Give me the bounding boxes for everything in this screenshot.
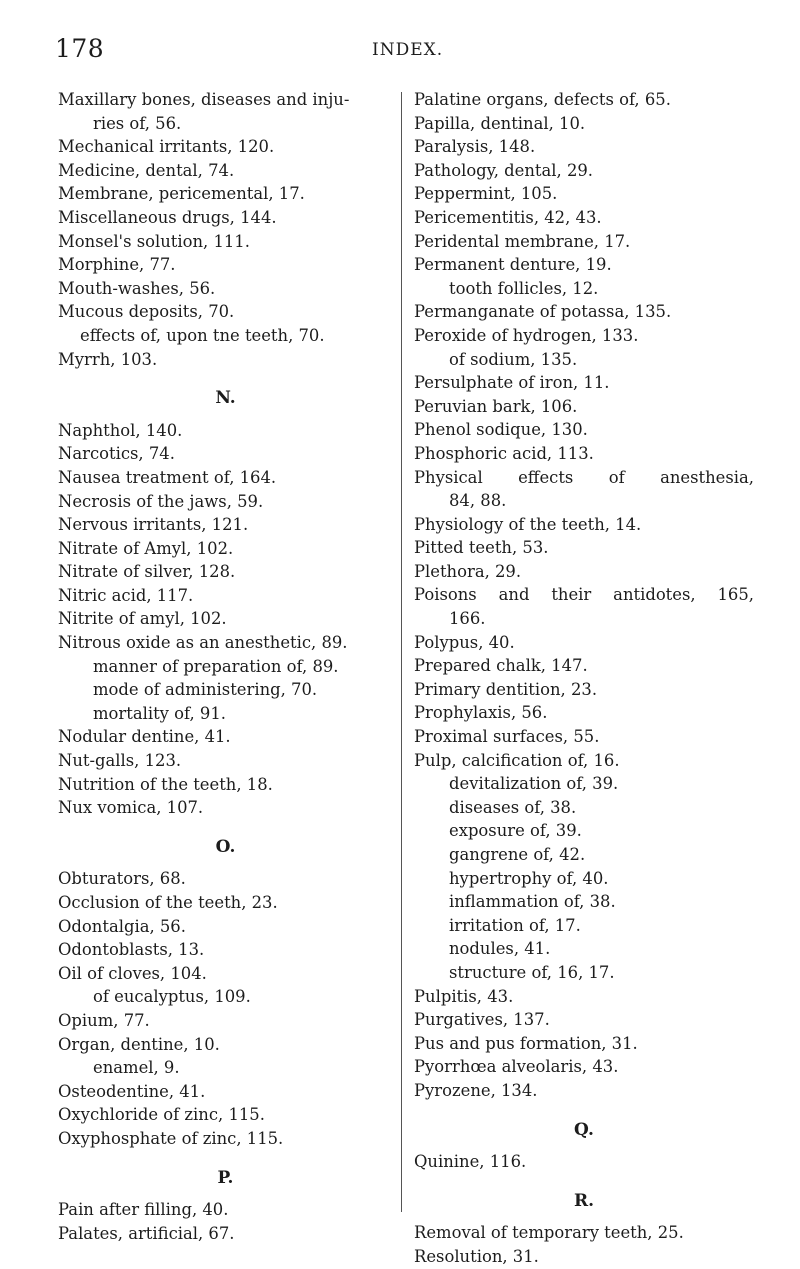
index-entry: Odontoblasts, 13. (58, 940, 205, 960)
index-entry: Phosphoric acid, 113. (414, 443, 594, 463)
index-entry: Permanent denture, 19. (414, 255, 612, 275)
index-entry: Peroxide of hydrogen, 133. (414, 325, 639, 345)
index-subentry: of sodium, 135. (449, 349, 578, 369)
index-subentry: manner of preparation of, 89. (93, 656, 339, 676)
index-entry: Membrane, pericemental, 17. (58, 184, 305, 204)
index-entry: Miscellaneous drugs, 144. (58, 207, 277, 227)
index-subentry: irritation of, 17. (449, 915, 581, 935)
index-entry: Peppermint, 105. (414, 184, 558, 204)
index-subentry: 166. (449, 609, 486, 629)
index-entry: Oxychloride of zinc, 115. (58, 1105, 265, 1125)
index-entry: Maxillary bones, diseases and inju- (58, 90, 350, 109)
index-entry: Proximal surfaces, 55. (414, 727, 600, 747)
index-entry: Pyrozene, 134. (414, 1080, 538, 1100)
index-subentry: mortality of, 91. (93, 703, 226, 723)
index-entry: Primary dentition, 23. (414, 679, 598, 699)
index-entry: Phenol sodique, 130. (414, 420, 588, 440)
index-entry: Necrosis of the jaws, 59. (58, 491, 264, 511)
index-subentry: 84, 88. (449, 491, 507, 511)
index-entry: Naphthol, 140. (58, 420, 183, 440)
index-entry: Medicine, dental, 74. (58, 160, 235, 180)
index-entry: Palatine organs, defects of, 65. (414, 90, 671, 109)
index-entry: Obturators, 68. (58, 869, 186, 889)
index-entry: Monsel's solution, 111. (58, 231, 250, 251)
index-entry: Oil of cloves, 104. (58, 963, 207, 983)
index-entry: Nut-galls, 123. (58, 751, 182, 771)
index-entry: Oxyphosphate of zinc, 115. (58, 1128, 284, 1148)
index-entry: Nitric acid, 117. (58, 585, 194, 605)
index-entry: Nausea treatment of, 164. (58, 467, 277, 487)
index-entry: Paralysis, 148. (414, 137, 536, 157)
index-entry: Nutrition of the teeth, 18. (58, 774, 273, 794)
index-subentry: tooth follicles, 12. (449, 278, 599, 298)
index-entry: Mucous deposits, 70. (58, 302, 235, 322)
index-entry: Pus and pus formation, 31. (414, 1033, 638, 1053)
index-entry: Resolution, 31. (414, 1246, 539, 1266)
index-entry: Purgatives, 137. (414, 1010, 550, 1030)
index-entry: Plethora, 29. (414, 561, 522, 581)
index-entry: Removal of temporary teeth, 25. (414, 1223, 684, 1243)
index-entry: Pulp, calcification of, 16. (414, 750, 620, 770)
index-entry: Prophylaxis, 56. (414, 703, 548, 723)
index-letter-heading: Q. (574, 1119, 594, 1140)
index-letter-heading: N. (215, 388, 236, 409)
index-entry: Narcotics, 74. (58, 444, 175, 464)
index-subentry: gangrene of, 42. (449, 845, 586, 864)
index-entry: Palates, artificial, 67. (58, 1223, 235, 1243)
index-entry: Morphine, 77. (58, 255, 176, 275)
index-subentry: effects of, upon tne teeth, 70. (80, 325, 325, 345)
index-entry: Nervous irritants, 121. (58, 515, 249, 535)
index-entry: Myrrh, 103. (58, 349, 158, 369)
index-subentry: hypertrophy of, 40. (449, 868, 609, 888)
index-entry: Nitrous oxide as an anesthetic, 89. (58, 633, 348, 653)
index-entry: Peridental membrane, 17. (414, 231, 631, 251)
index-subentry: nodules, 41. (449, 939, 551, 959)
index-column-right (414, 88, 754, 1269)
index-entry: Opium, 77. (58, 1010, 150, 1030)
index-subentry: inflammation of, 38. (449, 892, 616, 912)
index-entry: Odontalgia, 56. (58, 916, 186, 936)
column-divider (401, 92, 402, 1212)
index-entry: Pitted teeth, 53. (414, 538, 549, 558)
index-subentry: mode of administering, 70. (93, 680, 318, 700)
index-entry: Nux vomica, 107. (58, 798, 204, 818)
index-subentry: enamel, 9. (93, 1058, 180, 1078)
index-entry: Pyorrhœa alveolaris, 43. (414, 1057, 619, 1077)
index-entry: Nodular dentine, 41. (58, 727, 231, 747)
index-entry: Mouth-washes, 56. (58, 278, 216, 298)
index-subentry: devitalization of, 39. (449, 774, 619, 794)
index-entry: Physiology of the teeth, 14. (414, 514, 642, 534)
index-entry: Peruvian bark, 106. (414, 396, 578, 416)
index-entry: Polypus, 40. (414, 632, 515, 652)
index-entry: Persulphate of iron, 11. (414, 373, 610, 393)
index-column-left (58, 88, 393, 1245)
index-entry: Nitrite of amyl, 102. (58, 609, 227, 629)
index-letter-heading: R. (573, 1190, 595, 1211)
index-subentry: diseases of, 38. (449, 797, 577, 817)
index-entry: Quinine, 116. (414, 1152, 527, 1172)
index-entry: Poisons and their antidotes, 165, (414, 585, 754, 605)
index-entry: Nitrate of Amyl, 102. (58, 538, 234, 558)
index-entry: Permanganate of potassa, 135. (414, 302, 672, 322)
index-entry: Pain after filling, 40. (58, 1200, 229, 1220)
index-subentry: ries of, 56. (93, 113, 182, 133)
index-letter-heading: P. (217, 1167, 234, 1188)
index-entry: Prepared chalk, 147. (414, 656, 588, 676)
page-number: 178 (55, 34, 105, 63)
index-entry: Osteodentine, 41. (58, 1081, 206, 1101)
index-entry: Pathology, dental, 29. (414, 160, 594, 180)
running-head: INDEX. (372, 40, 444, 60)
index-subentry: of eucalyptus, 109. (93, 987, 251, 1007)
index-entry: Papilla, dentinal, 10. (414, 113, 586, 133)
index-letter-heading: O. (215, 836, 236, 857)
index-entry: Physical effects of anesthesia, (414, 467, 754, 487)
index-subentry: structure of, 16, 17. (449, 962, 615, 982)
index-entry: Pulpitis, 43. (414, 986, 514, 1006)
index-entry: Pericementitis, 42, 43. (414, 207, 602, 227)
index-entry: Nitrate of silver, 128. (58, 562, 236, 582)
index-entry: Mechanical irritants, 120. (58, 137, 275, 157)
index-entry: Organ, dentine, 10. (58, 1034, 220, 1054)
index-entry: Occlusion of the teeth, 23. (58, 893, 278, 912)
index-subentry: exposure of, 39. (449, 821, 582, 841)
